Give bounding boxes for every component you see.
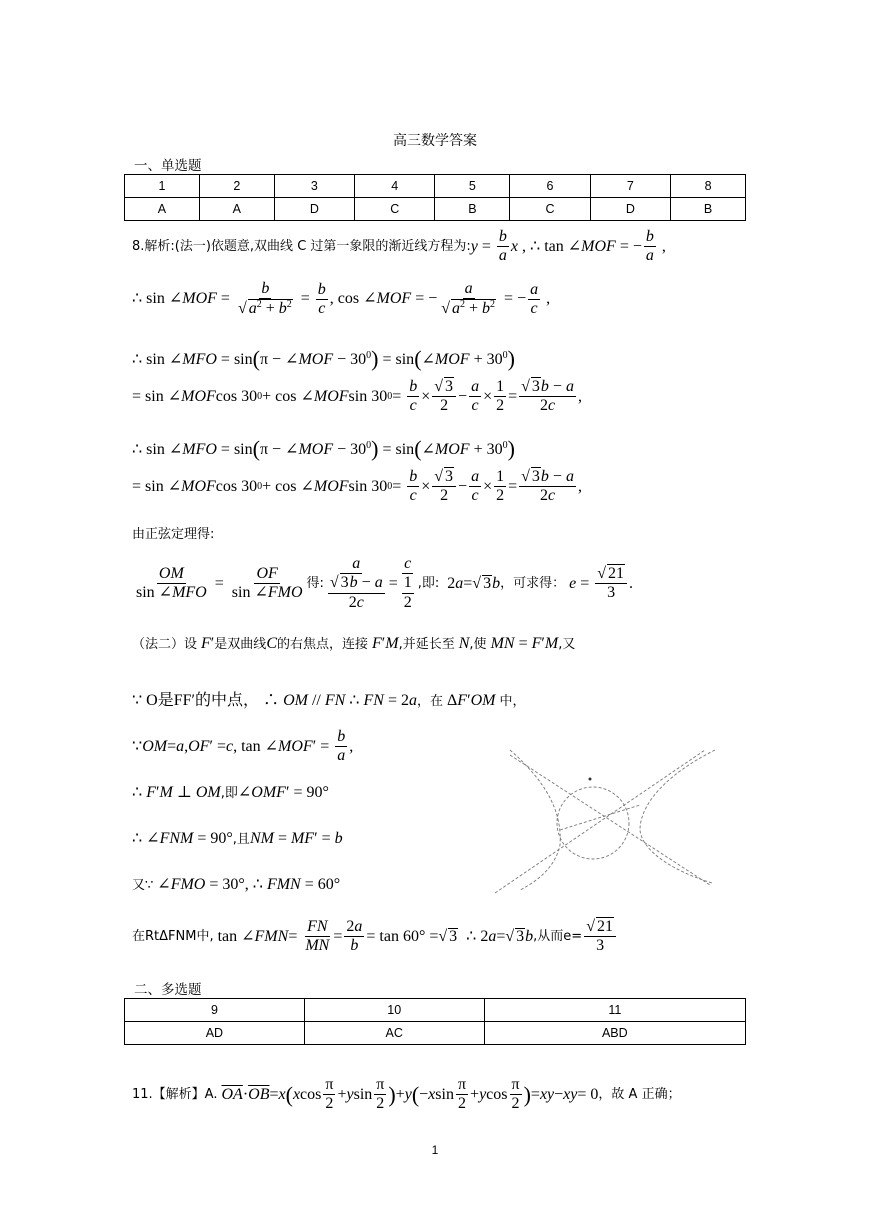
page-number: 1 (431, 1143, 439, 1157)
solution11-line: 11.【解析】A. $\overline{OA}$ · $\overline{OB}$ = x ( x cos $\frac{\pi}{2}$ + y sin $\frac{\pi}{2}$ ) + y ( − x sin $\frac{\pi}{2}$ + y cos $\frac{\pi}{2}$ ) = xy − xy = 0 ，故 A 正确； (132, 1076, 681, 1113)
table-cell: 7 (590, 175, 670, 198)
table-row-answers (125, 1022, 746, 1045)
table-cell: 5 (435, 175, 510, 198)
multi-choice-answer-table (124, 998, 746, 1045)
section-heading-single-choice: 一、单选题 (134, 158, 202, 174)
table-cell: 8 (671, 175, 746, 198)
solution8-line-fmo: 又∵ ∠FMO = 30°, ∴ FMN = 60° (132, 876, 341, 893)
table-cell: 9 (125, 999, 305, 1022)
figure-asymptote-1 (495, 750, 705, 893)
table-cell: AC (304, 1022, 484, 1045)
solution8-line4: = sin ∠ MOF cos 30 0 + cos ∠ MOF sin 30 0 = $\frac{b}{c}$ × $\frac{√ 3}{2}$ − $\frac{a}{c}$ × $\frac{1}{2}$ = $\frac{√ 3b - a}{2c}$ , (132, 378, 582, 415)
solution8-method2: （法二）设 F′是双曲线C的右焦点，连接 F′M,并延长至 N,使 MN = F′M,又 (132, 635, 576, 652)
solution8-label: 8.解析:(法一)依题意,双曲线 C 过第一象限的渐近线方程为: (132, 239, 471, 255)
table-row-answers (125, 198, 746, 221)
figure-segment (560, 805, 640, 830)
section-heading-multi-choice: 二、多选题 (134, 982, 202, 998)
figure-point (589, 778, 592, 781)
table-cell: 2 (199, 175, 274, 198)
solution8-line2: ∴ sin ∠ MOF = $\frac{b}{√ a^2 + b^2}$ = $\frac{b}{c}$ , cos ∠ MOF = − $\frac{a}{√ a^2 + b^2}$ = − $\frac{a}{c}$ , (132, 280, 551, 318)
solution8-line-om: ∵ OM = a , OF ′ = c , tan ∠ MOF ′ = $\frac{b}{a}$ , (132, 728, 354, 765)
law-of-sines-text: 由正弦定理得: (132, 527, 215, 542)
figure-circle (557, 787, 629, 859)
table-cell: A (125, 198, 200, 221)
figure-hyperbola-left (510, 750, 560, 890)
table-row-numbers (125, 999, 746, 1022)
hyperbola-sketch-figure (490, 745, 720, 895)
solution8-line6: = sin ∠ MOF cos 30 0 + cos ∠ MOF sin 30 0 = $\frac{b}{c}$ × $\frac{√ 3}{2}$ − $\frac{a}{c}$ × $\frac{1}{2}$ = $\frac{√ 3b - a}{2c}$ , (132, 468, 582, 505)
solution8-line-rt: 在RtΔFNM中, tan ∠ FMN = $\frac{FN}{MN}$ = $\frac{2a}{b}$ = tan 60° = √ 3 ∴ 2 a = √ 3 b ,从而e= $\frac{√ 21}{3}$ (132, 918, 618, 956)
table-row-numbers (125, 175, 746, 198)
solution8-line3: ∴ sin ∠MFO = sin(π − ∠MOF − $30^0$) = sin(∠MOF + $30^0$) (132, 346, 515, 371)
table-cell: D (590, 198, 670, 221)
table-cell: AD (125, 1022, 305, 1045)
table-cell: 1 (125, 175, 200, 198)
solution11-label: 11.【解析】A. (132, 1087, 218, 1103)
table-cell: C (510, 198, 590, 221)
table-cell: 10 (304, 999, 484, 1022)
table-cell: A (199, 198, 274, 221)
solution8-line5: ∴ sin ∠MFO = sin(π − ∠MOF − $30^0$) = sin(∠MOF + $30^0$) (132, 436, 515, 461)
table-cell: 6 (510, 175, 590, 198)
table-cell: ABD (484, 1022, 745, 1045)
table-cell: 11 (484, 999, 745, 1022)
figure-asymptote-2 (510, 755, 710, 885)
single-choice-answer-table (124, 174, 746, 221)
table-cell: D (274, 198, 354, 221)
page-title: 高三数学答案 (393, 133, 477, 149)
table-cell: 4 (355, 175, 435, 198)
solution8-line-fnm: ∴ ∠FNM = 90°,且NM = MF′ = b (132, 830, 343, 847)
solution8-line1: 8.解析:(法一)依题意,双曲线 C 过第一象限的渐近线方程为: y = $\frac{b}{a}$ x , ∴ tan ∠ MOF = − $\frac{b}{a}$ , (132, 228, 666, 265)
solution8-line-o-midpoint: ∵ O是FF′的中点， ∴ OM // FN ∴ FN = 2a，在 ΔF′OM 中， (132, 692, 526, 709)
table-cell: C (355, 198, 435, 221)
solution8-line-perp: ∴ F′M ⊥ OM,即∠OMF′ = 90° (132, 784, 329, 801)
table-cell: B (435, 198, 510, 221)
table-cell: 3 (274, 175, 354, 198)
solution8-line7: $\frac{OM}{\text{sin ∠MFO}}$ = $\frac{OF}{\text{sin ∠FMO}}$ 得: $\frac{a}{\frac{√ 3b - a}{2c}}$ = $\frac{c}{\frac{1}{2}}$ ,即: 2 a = √ 3 b ，可求得： e = $\frac{√ 21}{3}$ . (136, 555, 633, 611)
table-cell: B (671, 198, 746, 221)
figure-hyperbola-right (640, 750, 715, 883)
